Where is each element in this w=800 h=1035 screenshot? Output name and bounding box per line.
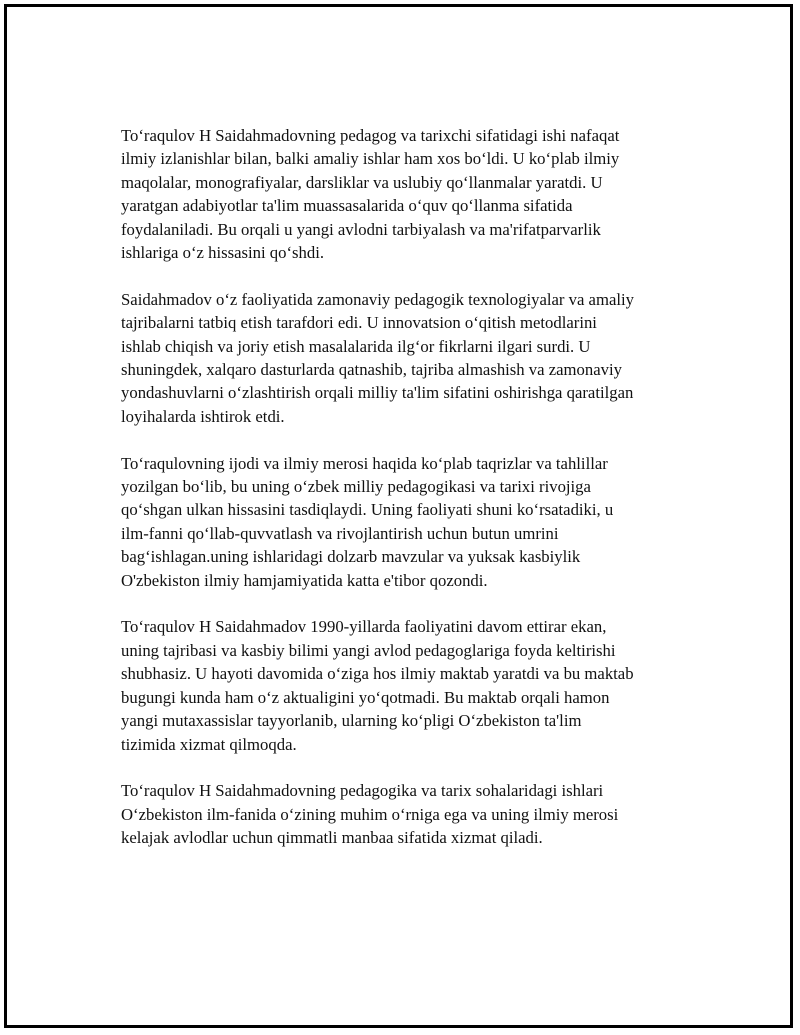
text-line: O‘zbekiston ilm-fanida o‘zining muhim o‘rniga ega va uning ilmiy merosi — [121, 804, 619, 824]
text-line: To‘raqulov H Saidahmadov 1990-yillarda faoliyatini davom ettirar ekan, — [121, 617, 607, 637]
text-line: bugungi kunda ham o‘z aktualigini yo‘qotmadi. Bu maktab orqali hamon — [121, 687, 610, 707]
page-frame — [4, 4, 793, 1028]
text-line: shuningdek, xalqaro dasturlarda qatnashib, tajriba almashish va zamonaviy — [121, 360, 622, 380]
paragraph-3 — [121, 452, 701, 592]
text-line: yondashuvlarni o‘zlashtirish orqali milliy ta'lim sifatini oshirishga qaratilgan — [121, 383, 634, 403]
text-line: ilmiy izlanishlar bilan, balki amaliy ishlar ham xos bo‘ldi. U ko‘plab ilmiy — [121, 149, 620, 169]
text-line: yozilgan bo‘lib, bu uning o‘zbek milliy pedagogikasi va tarixi rivojiga — [121, 477, 591, 497]
text-line: O'zbekiston ilmiy hamjamiyatida katta e'tibor qozondi. — [121, 570, 488, 590]
document-body — [121, 124, 701, 873]
text-line: tizimida xizmat qilmoqda. — [121, 734, 297, 754]
text-line: To‘raqulovning ijodi va ilmiy merosi haqida ko‘plab taqrizlar va tahlillar — [121, 453, 608, 473]
text-line: ishlab chiqish va joriy etish masalalarida ilg‘or fikrlarni ilgari surdi. U — [121, 336, 591, 356]
text-line: tajribalarni tatbiq etish tarafdori edi. U innovatsion o‘qitish metodlarini — [121, 313, 597, 333]
paragraph-4 — [121, 615, 701, 755]
text-line: To‘raqulov H Saidahmadovning pedagogika va tarix sohalaridagi ishlari — [121, 781, 604, 801]
text-line: loyihalarda ishtirok etdi. — [121, 406, 285, 426]
text-line: yangi mutaxassislar tayyorlanib, ularning ko‘pligi O‘zbekiston ta'lim — [121, 711, 582, 731]
paragraph-5 — [121, 779, 701, 849]
text-line: To‘raqulov H Saidahmadovning pedagog va tarixchi sifatidagi ishi nafaqat — [121, 126, 620, 145]
text-line: maqolalar, monografiyalar, darsliklar va uslubiy qo‘llanmalar yaratdi. U — [121, 172, 603, 192]
text-line: Saidahmadov o‘z faoliyatida zamonaviy pedagogik texnologiyalar va amaliy — [121, 289, 634, 309]
text-line: yaratgan adabiyotlar ta'lim muassasalarida o‘quv qo‘llanma sifatida — [121, 196, 573, 216]
text-line: kelajak avlodlar uchun qimmatli manbaa sifatida xizmat qiladi. — [121, 828, 543, 848]
text-line: ilm-fanni qo‘llab-quvvatlash va rivojlantirish uchun butun umrini — [121, 523, 559, 543]
paragraph-2 — [121, 288, 701, 428]
text-line: foydalaniladi. Bu orqali u yangi avlodni tarbiyalash va ma'rifatparvarlik — [121, 219, 601, 239]
paragraph-1 — [121, 124, 701, 264]
text-line: bag‘ishlagan.uning ishlaridagi dolzarb mavzular va yuksak kasbiylik — [121, 547, 581, 567]
text-line: uning tajribasi va kasbiy bilimi yangi avlod pedagoglariga foyda keltirishi — [121, 640, 616, 660]
text-line: ishlariga o‘z hissasini qo‘shdi. — [121, 243, 325, 263]
text-line: shubhasiz. U hayoti davomida o‘ziga hos ilmiy maktab yaratdi va bu maktab — [121, 664, 634, 684]
text-line: qo‘shgan ulkan hissasini tasdiqlaydi. Uning faoliyati shuni ko‘rsatadiki, u — [121, 500, 614, 520]
